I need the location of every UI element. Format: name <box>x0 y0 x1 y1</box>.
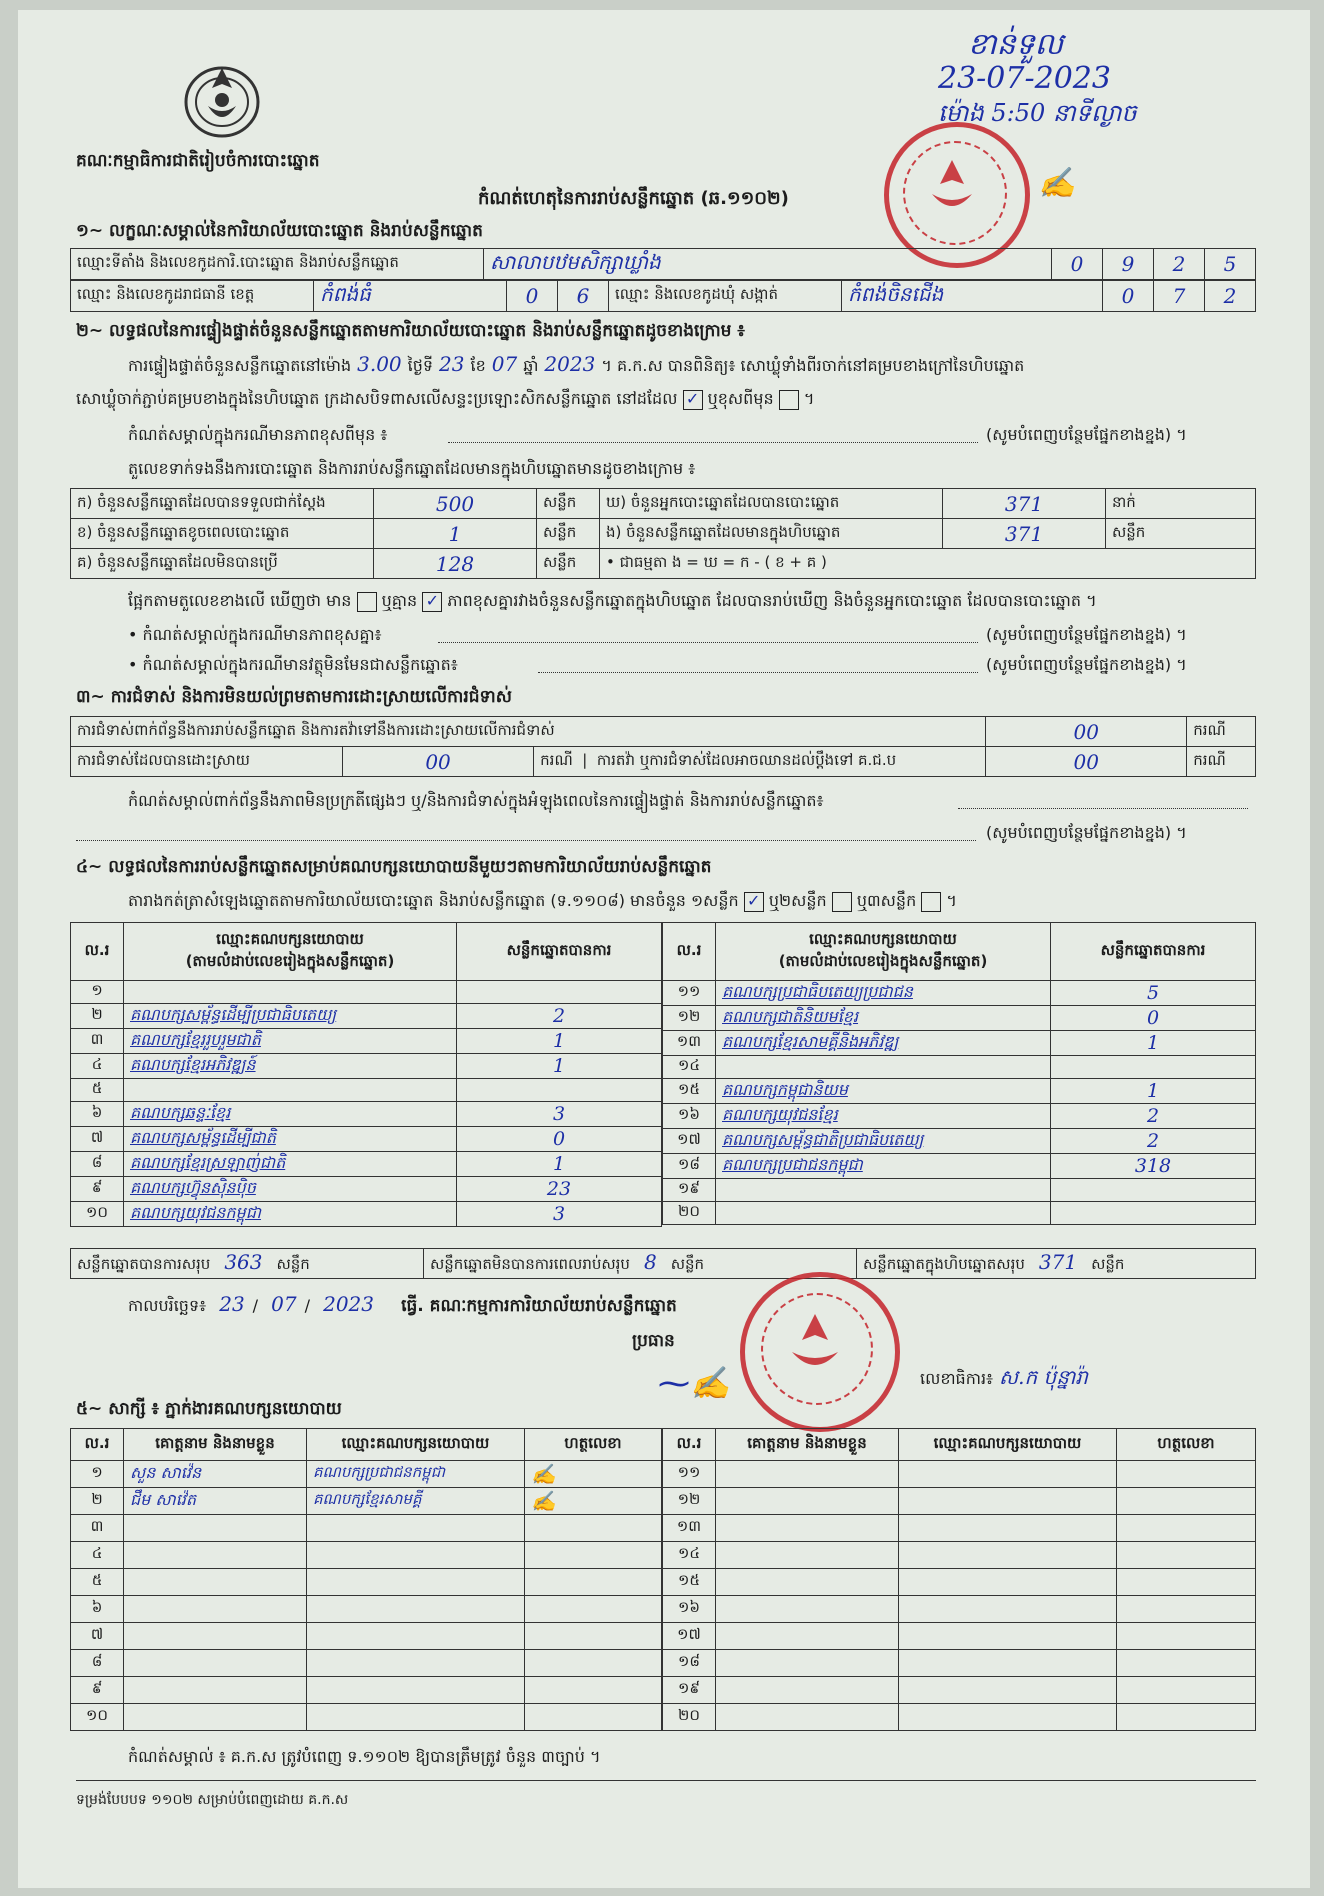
result-row <box>71 1127 662 1152</box>
chair-signature: ⁓✍ <box>658 1364 730 1402</box>
figure-ko-value: 128 <box>374 549 537 579</box>
vote-count <box>1051 1179 1256 1202</box>
note-suffix: (សូមបំពេញបន្ថែមផ្នែកខាងខ្នង) ។ <box>986 655 1187 674</box>
result-row <box>71 1079 662 1102</box>
appeal-label: ករណី | ការតវ៉ា ឬការជំទាស់ដែលអាចឈានដល់ប្តឹងទៅ គ.ជ.ប <box>534 747 986 777</box>
vote-count: 23 <box>457 1177 662 1202</box>
lock-status-line: សោឃ្លុំចាក់ភ្ជាប់គម្របខាងក្នុងនៃហិបឆ្នោត ក្រដាសបិទពាសលើសន្ទះប្រឡោះសិកសន្លឹកឆ្នោត នៅដដែល ✓ ឬខុសពីមុន ។ <box>76 388 815 408</box>
row-number: ១០ <box>71 1704 124 1731</box>
figure-ngo-label: ង) ចំនួនសន្លឹកឆ្នោតដែលមានក្នុងហិបឆ្នោត <box>600 519 943 549</box>
col-name: គោត្តនាម និងនាមខ្លួន <box>716 1429 899 1461</box>
unit-case: ករណី <box>1187 717 1256 747</box>
section1-heading: ១~ លក្ខណៈសម្គាល់នៃការិយាល័យបោះឆ្នោត និងរាប់សន្លឹកឆ្នោត <box>76 221 483 241</box>
witness-signature <box>1117 1650 1256 1677</box>
total-box-value: 371 <box>1038 1250 1078 1274</box>
row-number: ៨ <box>71 1650 124 1677</box>
footer-divider <box>76 1780 1256 1781</box>
result-row <box>663 1129 1256 1154</box>
total-invalid-cell: សន្លឹកឆ្នោតមិនបានការពេលរាប់សរុប 8 សន្លឹក <box>424 1249 857 1279</box>
witness-row <box>71 1488 662 1515</box>
witness-signature <box>525 1623 662 1650</box>
witness-row <box>71 1461 662 1488</box>
witness-name <box>716 1596 899 1623</box>
row-number: ៥ <box>71 1569 124 1596</box>
witness-party <box>307 1542 525 1569</box>
witness-table-left <box>70 1428 662 1731</box>
signature-top: ✍ <box>1038 166 1076 201</box>
note-dotted-line <box>448 442 978 443</box>
witness-row <box>71 1704 662 1731</box>
figure-kha-label: ខ) ចំនួនសន្លឹកឆ្នោតខូចពេលបោះឆ្នោត <box>71 519 374 549</box>
note-dotted-line <box>538 672 978 673</box>
witness-name <box>716 1623 899 1650</box>
witness-name <box>124 1515 307 1542</box>
commune-label: ឈ្មោះ និងលេខកូដឃុំ សង្កាត់ <box>609 281 842 312</box>
code-digit: 9 <box>1103 249 1154 280</box>
vote-count: 1 <box>457 1029 662 1054</box>
witness-party <box>899 1461 1117 1488</box>
result-row <box>71 1029 662 1054</box>
result-row <box>663 1006 1256 1031</box>
party-name <box>716 1179 1051 1202</box>
party-name: គណបក្សសម្ព័ន្ធជាតិប្រជាធិបតេយ្យ <box>716 1129 1051 1154</box>
row-number: ១០ <box>71 1202 124 1227</box>
row-number: ៤ <box>71 1054 124 1079</box>
complaints-label: ការជំទាស់ពាក់ព័ន្ធនឹងការរាប់សន្លឹកឆ្នោត និងការតវ៉ាទៅនឹងការដោះស្រាយលើការជំទាស់ <box>71 717 986 747</box>
unit-ballot: សន្លឹក <box>1106 519 1256 549</box>
form-title: កំណត់ហេតុនៃការរាប់សន្លឹកឆ្នោត (ឆ.១១០២) <box>478 188 789 209</box>
col-signature: ហត្ថលេខា <box>1117 1429 1256 1461</box>
vote-count: 1 <box>1051 1031 1256 1056</box>
witness-signature <box>1117 1704 1256 1731</box>
row-number: ៨ <box>71 1152 124 1177</box>
witness-party <box>899 1704 1117 1731</box>
row-number: ៣ <box>71 1515 124 1542</box>
figures-table <box>70 488 1256 579</box>
witness-party <box>307 1569 525 1596</box>
col-no: ល.រ <box>71 923 124 981</box>
party-name: គណបក្សខ្មែរអភិវឌ្ឍន៍ <box>124 1054 457 1079</box>
row-number: ១៣ <box>663 1515 716 1542</box>
vote-count <box>457 1079 662 1102</box>
witness-party: គណបក្សខ្មែរសាមគ្គី <box>307 1488 525 1515</box>
tally-sheet-line: តារាងកត់ត្រាសំឡេងឆ្នោតតាមការិយាល័យបោះឆ្នោត និងរាប់សន្លឹកឆ្នោត (ទ.១១០៨) មានចំនួន ១សន្លឹក ✓ ឬ២សន្លឹក ឬ៣សន្លឹក ។ <box>128 890 957 910</box>
witness-signature <box>525 1542 662 1569</box>
witness-row <box>71 1542 662 1569</box>
vote-count: 1 <box>1051 1079 1256 1104</box>
code-digit: 0 <box>1052 249 1103 280</box>
col-name: គោត្តនាម និងនាមខ្លួន <box>124 1429 307 1461</box>
result-row <box>71 1102 662 1127</box>
col-votes: សន្លឹកឆ្នោតបានការ <box>1051 923 1256 981</box>
witness-row <box>663 1569 1256 1596</box>
note-dotted-line <box>438 642 978 643</box>
row-number: ១៥ <box>663 1079 716 1104</box>
document-page <box>18 10 1310 1888</box>
row-number: ១២ <box>663 1006 716 1031</box>
witness-name: ជឹម សាវ៉េត <box>124 1488 307 1515</box>
row-number: ១៤ <box>663 1056 716 1079</box>
party-name <box>124 981 457 1004</box>
row-number: ១២ <box>663 1488 716 1515</box>
total-box-cell: សន្លឹកឆ្នោតក្នុងហិបឆ្នោតសរុប 371 សន្លឹក <box>857 1249 1256 1279</box>
party-name: គណបក្សហ៊្វុនស៊ិនប៉ិច <box>124 1177 457 1202</box>
witness-name <box>716 1569 899 1596</box>
has-difference-checkbox[interactable] <box>357 592 377 612</box>
form-note: ទម្រង់បែបបទ ១១០២ សម្រាប់បំពេញដោយ គ.ក.ស <box>76 1792 349 1808</box>
col-votes: សន្លឹកឆ្នោតបានការ <box>457 923 662 981</box>
vote-count <box>1051 1056 1256 1079</box>
witness-party <box>307 1623 525 1650</box>
vote-count: 1 <box>457 1152 662 1177</box>
row-number: ១៨ <box>663 1154 716 1179</box>
no-difference-checkbox[interactable]: ✓ <box>422 592 442 612</box>
party-name <box>716 1056 1051 1079</box>
vote-count <box>1051 1202 1256 1225</box>
witness-signature <box>525 1515 662 1542</box>
complaints-table <box>70 716 1256 777</box>
same-checkbox[interactable]: ✓ <box>683 390 703 410</box>
totals-table <box>70 1248 1256 1279</box>
difference-check-line: ផ្អែកតាមតួលេខខាងលើ ឃើញថា មាន ឬគ្មាន ✓ ភាពខុសគ្នារវាងចំនួនសន្លឹកឆ្នោតក្នុងហិបឆ្នោត ដែលបានរាប់ឃើញ និងចំនួនអ្នកបោះឆ្នោត ដែលបានបោះឆ្នោត ។ <box>128 590 1097 610</box>
vote-count: 3 <box>457 1202 662 1227</box>
witness-signature <box>1117 1515 1256 1542</box>
witness-signature <box>1117 1596 1256 1623</box>
figure-ko-label: គ) ចំនួនសន្លឹកឆ្នោតដែលមិនបានប្រើ <box>71 549 374 579</box>
witness-row <box>71 1515 662 1542</box>
col-party: ឈ្មោះគណបក្សនយោបាយ (តាមលំដាប់លេខរៀងក្នុងសន្លឹកឆ្នោត) <box>124 923 457 981</box>
bullet-difference-note: • កំណត់សម្គាល់ក្នុងករណីមានភាពខុសគ្នា៖ <box>128 625 382 644</box>
row-number: ១៣ <box>663 1031 716 1056</box>
row-number: ៤ <box>71 1542 124 1569</box>
witness-party <box>899 1515 1117 1542</box>
witness-party <box>307 1650 525 1677</box>
result-row <box>663 1104 1256 1129</box>
witness-party <box>307 1704 525 1731</box>
witness-party <box>307 1596 525 1623</box>
vote-count: 2 <box>1051 1104 1256 1129</box>
col-no: ល.រ <box>663 923 716 981</box>
party-name: គណបក្សយុវជនកម្ពុជា <box>124 1202 457 1227</box>
witness-name <box>124 1623 307 1650</box>
witness-table-right <box>662 1428 1256 1731</box>
chair-label: ប្រធាន <box>632 1331 675 1351</box>
col-signature: ហត្ថលេខា <box>525 1429 662 1461</box>
result-row <box>71 1054 662 1079</box>
party-name: គណបក្សខ្មែររួបរួមជាតិ <box>124 1029 457 1054</box>
witness-signature: ✍ <box>525 1488 662 1515</box>
result-row <box>663 981 1256 1006</box>
result-row <box>663 1056 1256 1079</box>
note-suffix: (សូមបំពេញបន្ថែមផ្នែកខាងខ្នង) ។ <box>986 425 1187 444</box>
col-party: ឈ្មោះគណបក្សនយោបាយ <box>899 1429 1117 1461</box>
results-table-right <box>662 922 1256 1225</box>
two-sheet-checkbox[interactable] <box>832 892 852 912</box>
results-table-left <box>70 922 662 1227</box>
one-sheet-checkbox[interactable]: ✓ <box>744 892 764 912</box>
witness-party <box>307 1515 525 1542</box>
witness-party <box>899 1596 1117 1623</box>
witness-name <box>124 1677 307 1704</box>
result-row <box>663 1154 1256 1179</box>
bullet-foreign-object-note: • កំណត់សម្គាល់ក្នុងករណីមានវត្ថុមិនមែនជាសន្លឹកឆ្នោត៖ <box>128 655 458 674</box>
row-number: ១១ <box>663 981 716 1006</box>
location-table <box>70 248 1256 280</box>
appeal-value: 00 <box>986 747 1187 777</box>
vote-count: 1 <box>457 1054 662 1079</box>
witness-row <box>663 1623 1256 1650</box>
row-number: ៩ <box>71 1177 124 1202</box>
row-number: ១៨ <box>663 1650 716 1677</box>
commune-code-digit: 2 <box>1205 281 1256 312</box>
witness-name <box>124 1650 307 1677</box>
unit-case: ករណី <box>1187 747 1256 777</box>
commune-value: កំពង់ចិនជើង <box>842 281 1103 312</box>
vote-count: 2 <box>1051 1129 1256 1154</box>
row-number: ១៧ <box>663 1129 716 1154</box>
witness-signature <box>525 1704 662 1731</box>
witness-party <box>899 1569 1117 1596</box>
col-party: ឈ្មោះគណបក្សនយោបាយ <box>307 1429 525 1461</box>
vote-count: 0 <box>1051 1006 1256 1031</box>
figure-gho-value: 371 <box>943 489 1106 519</box>
unit-person: នាក់ <box>1106 489 1256 519</box>
province-code-digit: 0 <box>507 281 558 312</box>
witness-signature <box>525 1569 662 1596</box>
party-name <box>716 1202 1051 1225</box>
witness-row <box>71 1596 662 1623</box>
province-table <box>70 280 1256 312</box>
figures-intro: តួលេខទាក់ទងនឹងការបោះឆ្នោត និងការរាប់សន្លឹកឆ្នោតដែលមានក្នុងហិបឆ្នោតមានដូចខាងក្រោម ៖ <box>128 459 696 478</box>
col-no: ល.រ <box>663 1429 716 1461</box>
note-dotted-line <box>958 808 1248 809</box>
result-row <box>663 1179 1256 1202</box>
unit-ballot: សន្លឹក <box>537 549 600 579</box>
section2-heading: ២~ លទ្ធផលនៃការផ្ទៀងផ្ទាត់ចំនួនសន្លឹកឆ្នោតតាមការិយាល័យបោះឆ្នោត និងរាប់សន្លឹកឆ្នោតដូចខាងក្រោម ៖ <box>76 321 745 341</box>
figure-kha-value: 1 <box>374 519 537 549</box>
vote-count: 2 <box>457 1004 662 1029</box>
witness-name <box>124 1596 307 1623</box>
party-name <box>124 1079 457 1102</box>
result-row <box>71 1202 662 1227</box>
witness-party <box>899 1542 1117 1569</box>
commune-code-digit: 7 <box>1154 281 1205 312</box>
verification-line: ការផ្ទៀងផ្ទាត់ចំនួនសន្លឹកឆ្នោតនៅម៉ោង 3.00 ថ្ងៃទី 23 ខែ 07 ឆ្នាំ 2023 ។ គ.ក.ស បានពិនិត្យ៖ សោឃ្លុំទាំងពីរចាក់នៅគម្របខាងក្រៅនៃហិបឆ្នោត <box>128 352 1025 376</box>
witness-name <box>716 1704 899 1731</box>
section5-heading: ៥~ សាក្សី ៖ ភ្នាក់ងារគណបក្សនយោបាយ <box>76 1399 342 1419</box>
witness-name <box>716 1650 899 1677</box>
vote-count <box>457 981 662 1004</box>
row-number: ២ <box>71 1004 124 1029</box>
irregularity-note: កំណត់សម្គាល់ពាក់ព័ន្ធនឹងភាពមិនប្រក្រតីផ្សេងៗ ឬ/និងការជំទាស់ក្នុងអំឡុងពេលនៃការផ្ទៀងផ្ទាត់ និងការរាប់សន្លឹកឆ្នោត៖ <box>128 791 824 810</box>
secretary-name: ស.ក ប៉ុន្នារ៉ា <box>999 1365 1088 1389</box>
witness-signature <box>1117 1542 1256 1569</box>
row-number: ២០ <box>663 1704 716 1731</box>
row-number: ២ <box>71 1488 124 1515</box>
witness-row <box>663 1515 1256 1542</box>
row-number: ១ <box>71 981 124 1004</box>
witness-signature <box>1117 1569 1256 1596</box>
witness-signature <box>1117 1677 1256 1704</box>
section3-heading: ៣~ ការជំទាស់ និងការមិនយល់ព្រមតាមការដោះស្រាយលើការជំទាស់ <box>76 687 512 707</box>
witness-signature <box>1117 1461 1256 1488</box>
witness-signature: ✍ <box>525 1461 662 1488</box>
figure-ngo-value: 371 <box>943 519 1106 549</box>
witness-party <box>899 1488 1117 1515</box>
date-line: កាលបរិច្ឆេទ៖ 23 / 07 / 2023 ធ្វើ. គណៈកម្មការការិយាល័យរាប់សន្លឹកឆ្នោត <box>128 1292 677 1316</box>
difference-note: កំណត់សម្គាល់ក្នុងករណីមានភាពខុសពីមុន ៖ <box>128 425 388 444</box>
row-number: ១១ <box>663 1461 716 1488</box>
official-seal-bottom <box>740 1272 900 1432</box>
emblem-logo <box>178 58 266 140</box>
witness-row <box>663 1488 1256 1515</box>
witness-row <box>71 1623 662 1650</box>
footnote: កំណត់សម្គាល់ ៖ គ.ក.ស ត្រូវបំពេញ ទ.១១០២ ឱ្យបានត្រឹមត្រូវ ចំនួន ៣ច្បាប់ ។ <box>128 1747 601 1766</box>
total-valid-cell: សន្លឹកឆ្នោតបានការសរុប 363 សន្លឹក <box>71 1249 424 1279</box>
result-row <box>663 1031 1256 1056</box>
witness-name <box>716 1488 899 1515</box>
org-name: គណៈកម្មាធិការជាតិរៀបចំការបោះឆ្នោត <box>76 151 320 171</box>
witness-name <box>716 1461 899 1488</box>
witness-signature <box>525 1677 662 1704</box>
witness-name <box>716 1677 899 1704</box>
secretary-line: លេខាធិការ៖ ស.ក ប៉ុន្នារ៉ា <box>920 1365 1088 1389</box>
row-number: ១៦ <box>663 1596 716 1623</box>
province-label: ឈ្មោះ និងលេខកូដរាជធានី ខេត្ត <box>71 281 314 312</box>
unit-ballot: សន្លឹក <box>537 519 600 549</box>
row-number: ២០ <box>663 1202 716 1225</box>
witness-row <box>663 1596 1256 1623</box>
section4-heading: ៤~ លទ្ធផលនៃការរាប់សន្លឹកឆ្នោតសម្រាប់គណបក្សនយោបាយនីមួយៗតាមការិយាល័យរាប់សន្លឹកឆ្នោត <box>76 857 712 877</box>
row-number: ៦ <box>71 1596 124 1623</box>
total-valid-value: 363 <box>224 1250 263 1274</box>
complaints-value: 00 <box>986 717 1187 747</box>
party-name: គណបក្សយុវជនខ្មែរ <box>716 1104 1051 1129</box>
party-name: គណបក្សឆន្ទៈខ្មែរ <box>124 1102 457 1127</box>
resolved-label: ការជំទាស់ដែលបានដោះស្រាយ <box>71 747 343 777</box>
party-name: គណបក្សប្រជាធិបតេយ្យប្រជាជន <box>716 981 1051 1006</box>
formula: • ជាធម្មតា ង = ឃ = ក - ( ខ + គ ) <box>600 549 1256 579</box>
location-value: សាលាបឋមសិក្សាឃ្លាំង <box>484 249 1052 280</box>
witness-row <box>71 1677 662 1704</box>
witness-row <box>663 1542 1256 1569</box>
witness-row <box>663 1704 1256 1731</box>
vote-count: 0 <box>457 1127 662 1152</box>
vote-count: 5 <box>1051 981 1256 1006</box>
col-party: ឈ្មោះគណបក្សនយោបាយ (តាមលំដាប់លេខរៀងក្នុងសន្លឹកឆ្នោត) <box>716 923 1051 981</box>
note-suffix: (សូមបំពេញបន្ថែមផ្នែកខាងខ្នង) ។ <box>986 625 1187 644</box>
witness-party <box>899 1623 1117 1650</box>
witness-row <box>663 1461 1256 1488</box>
result-row <box>71 1152 662 1177</box>
commune-code-digit: 0 <box>1103 281 1154 312</box>
witness-name <box>124 1542 307 1569</box>
location-label: ឈ្មោះទីតាំង និងលេខកូដការិ.បោះឆ្នោត និងរាប់សន្លឹកឆ្នោត <box>71 249 484 280</box>
witness-name <box>124 1704 307 1731</box>
witness-row <box>663 1650 1256 1677</box>
handwritten-annotation: ខាន់ទួល 23-07-2023 ម៉ោង 5:50 នាទីល្ងាច <box>938 27 1137 127</box>
vote-count: 3 <box>457 1102 662 1127</box>
row-number: ១៤ <box>663 1542 716 1569</box>
figure-gho-label: ឃ) ចំនួនអ្នកបោះឆ្នោតដែលបានបោះឆ្នោត <box>600 489 943 519</box>
witness-row <box>71 1650 662 1677</box>
figure-ka-value: 500 <box>374 489 537 519</box>
changed-checkbox[interactable] <box>779 390 799 410</box>
witness-party <box>307 1677 525 1704</box>
witness-signature <box>1117 1623 1256 1650</box>
party-name: គណបក្សខ្មែរសាមគ្គីនិងអភិវឌ្ឍ <box>716 1031 1051 1056</box>
result-row <box>71 1177 662 1202</box>
witness-name <box>124 1569 307 1596</box>
row-number: ១៥ <box>663 1569 716 1596</box>
party-name: គណបក្សសម្ព័ន្ធដើម្បីប្រជាធិបតេយ្យ <box>124 1004 457 1029</box>
row-number: ៦ <box>71 1102 124 1127</box>
witness-signature <box>1117 1488 1256 1515</box>
row-number: ១ <box>71 1461 124 1488</box>
vote-count: 318 <box>1051 1154 1256 1179</box>
result-row <box>663 1079 1256 1104</box>
three-sheet-checkbox[interactable] <box>921 892 941 912</box>
figure-ka-label: ក) ចំនួនសន្លឹកឆ្នោតដែលបានទទួលជាក់ស្តែង <box>71 489 374 519</box>
province-value: កំពង់ធំ <box>314 281 507 312</box>
row-number: ៧ <box>71 1623 124 1650</box>
witness-party <box>899 1677 1117 1704</box>
witness-name: សួន សាវ៉េន <box>124 1461 307 1488</box>
party-name: គណបក្សខ្មែរស្រឡាញ់ជាតិ <box>124 1152 457 1177</box>
row-number: ៩ <box>71 1677 124 1704</box>
party-name: គណបក្សប្រជាជនកម្ពុជា <box>716 1154 1051 1179</box>
witness-row <box>663 1677 1256 1704</box>
resolved-value: 00 <box>342 747 533 777</box>
note-suffix: (សូមបំពេញបន្ថែមផ្នែកខាងខ្នង) ។ <box>986 823 1187 842</box>
note-dotted-line <box>76 840 976 841</box>
result-row <box>663 1202 1256 1225</box>
row-number: ១៦ <box>663 1104 716 1129</box>
party-name: គណបក្សសម្ព័ន្ធដើម្បីជាតិ <box>124 1127 457 1152</box>
row-number: ១៧ <box>663 1623 716 1650</box>
witness-signature <box>525 1596 662 1623</box>
result-row <box>71 981 662 1004</box>
unit-ballot: សន្លឹក <box>537 489 600 519</box>
code-digit: 2 <box>1154 249 1205 280</box>
row-number: ៣ <box>71 1029 124 1054</box>
witness-signature <box>525 1650 662 1677</box>
row-number: ១៩ <box>663 1677 716 1704</box>
result-row <box>71 1004 662 1029</box>
witness-party <box>899 1650 1117 1677</box>
party-name: គណបក្សជាតិនិយមខ្មែរ <box>716 1006 1051 1031</box>
official-seal-top <box>884 122 1030 268</box>
witness-name <box>716 1542 899 1569</box>
row-number: ១៩ <box>663 1179 716 1202</box>
row-number: ៥ <box>71 1079 124 1102</box>
row-number: ៧ <box>71 1127 124 1152</box>
witness-party: គណបក្សប្រជាជនកម្ពុជា <box>307 1461 525 1488</box>
party-name: គណបក្សកម្ពុជានិយម <box>716 1079 1051 1104</box>
province-code-digit: 6 <box>558 281 609 312</box>
code-digit: 5 <box>1205 249 1256 280</box>
witness-name <box>716 1515 899 1542</box>
witness-row <box>71 1569 662 1596</box>
total-invalid-value: 8 <box>643 1250 657 1274</box>
col-no: ល.រ <box>71 1429 124 1461</box>
